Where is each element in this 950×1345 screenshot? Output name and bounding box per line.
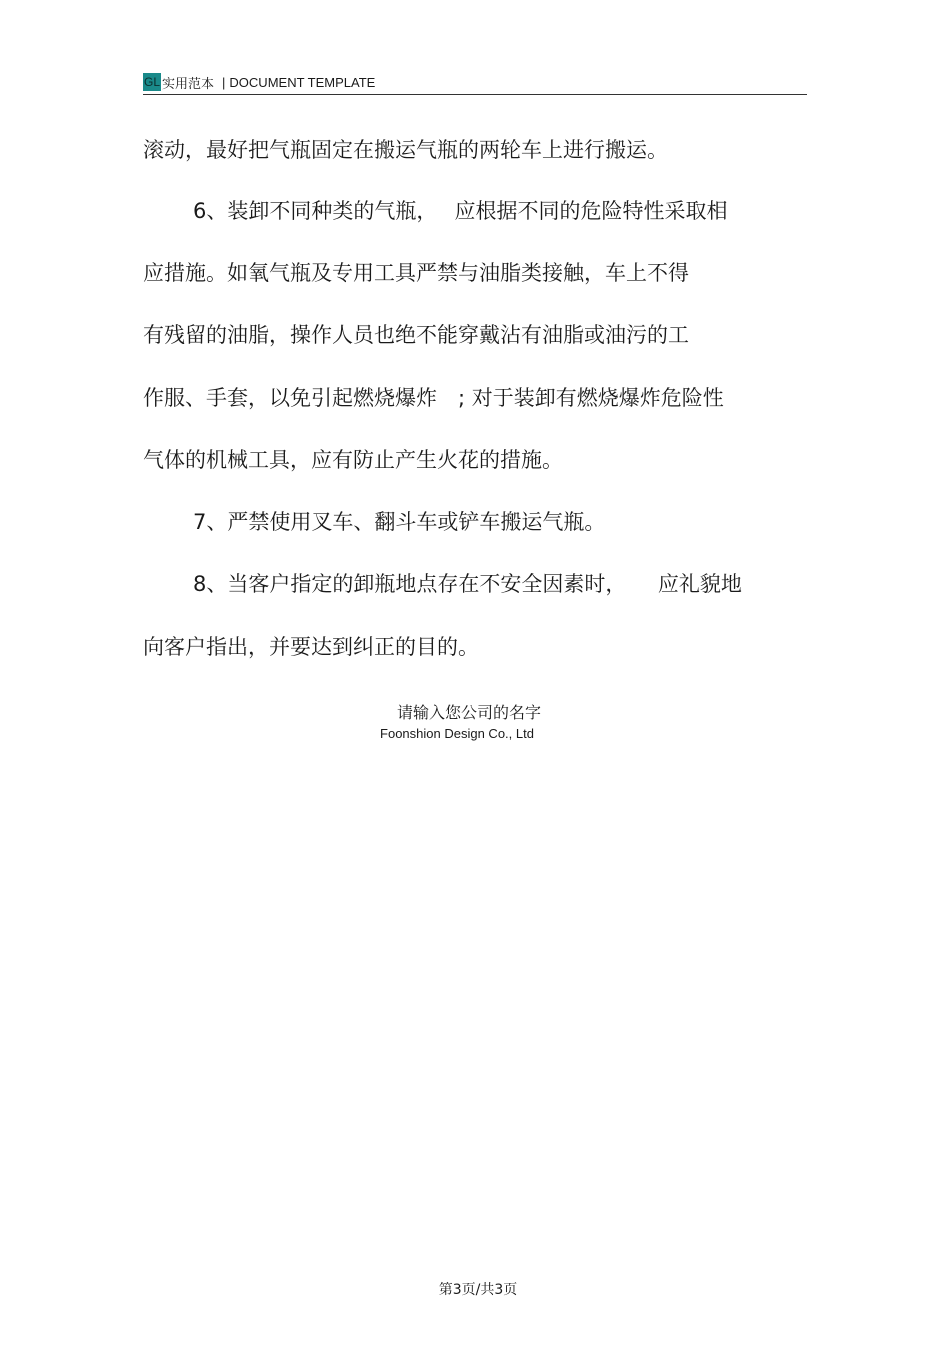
body-line-8: 8、当客户指定的卸瓶地点存在不安全因素时， 应礼貌地 <box>193 572 742 596</box>
header-title-cn: 实用范本 <box>162 76 215 92</box>
company-name-cn: 请输入您公司的名字 <box>396 703 541 722</box>
body-line-5: 作服、手套，以免引起燃烧爆炸 ; 对于装卸有燃烧爆炸危险性 <box>143 386 724 410</box>
header-title-en: DOCUMENT TEMPLATE <box>229 74 376 90</box>
body-line-6: 气体的机械工具，应有防止产生火花的措施。 <box>143 448 563 472</box>
document-header <box>143 70 807 95</box>
company-name-en: Foonshion Design Co., Ltd <box>380 726 534 741</box>
body-line-9: 向客户指出，并要达到纠正的目的。 <box>143 635 479 659</box>
body-line-3: 应措施。如氧气瓶及专用工具严禁与油脂类接触，车上不得 <box>143 261 689 285</box>
page-number: 第3页/共3页 <box>438 1282 518 1298</box>
body-line-7: 7、严禁使用叉车、翻斗车或铲车搬运气瓶。 <box>193 510 606 534</box>
body-line-4: 有残留的油脂，操作人员也绝不能穿戴沾有油脂或油污的工 <box>143 323 689 347</box>
body-line-2: 6、装卸不同种类的气瓶， 应根据不同的危险特性采取相 <box>193 199 728 223</box>
body-line-1: 滚动，最好把气瓶固定在搬运气瓶的两轮车上进行搬运。 <box>143 138 668 162</box>
header-separator: | <box>222 74 226 90</box>
gl-logo: GL <box>144 75 161 89</box>
